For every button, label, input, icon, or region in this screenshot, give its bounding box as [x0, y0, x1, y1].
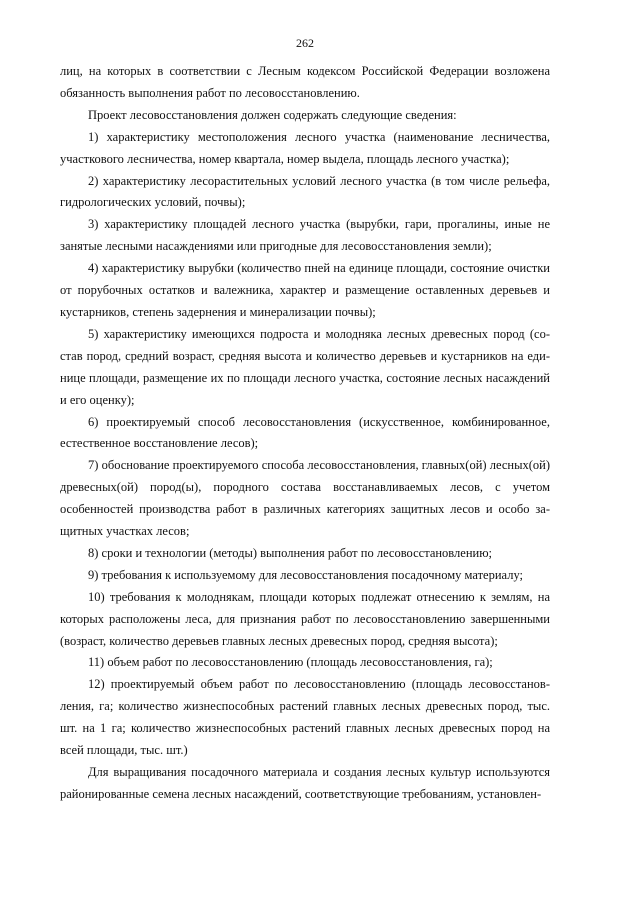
- list-item-9: 9) требования к используемому для лесовосстановления посадочному материалу;: [88, 567, 523, 582]
- list-item-12: 12) проектируемый объем работ по лесовосстановлению (площадь лесовосстановления, га; количество жизнеспособных растений главных лесных древесных пород, тыс. шт. на 1 га; количество жизнеспособных растений главных лесных древесных пород на всей площади, тыс. шт.): [60, 677, 550, 758]
- list-item-3: 3) характеристику площадей лесного участка (вырубки, гари, прогалины, иные не занятые лесными насаждениями или пригодные для лесовосстановления земли);: [60, 217, 550, 254]
- list-item-2: 2) характеристику лесорастительных условий лесного участка (в том числе рельефа, гидрологических условий, почвы);: [60, 173, 550, 210]
- page-number: 262: [296, 36, 314, 50]
- paragraph-seeds: Для выращивания посадочного материала и создания лесных культур используются районированные семена лесных насаждений, соответствующие требованиям, установлен-: [60, 765, 550, 801]
- document-page: [60, 0, 550, 905]
- document-body: [60, 61, 550, 806]
- list-item-8: 8) сроки и технологии (методы) выполнения работ по лесовосстановлению;: [88, 545, 493, 560]
- list-item-1: 1) характеристику местоположения лесного участка (наименование лесничества, участкового лесничества, номер квартала, номер выдела, площадь лесного участка);: [60, 129, 550, 166]
- paragraph-continuation: лиц, на которых в соответствии с Лесным кодексом Российской Федерации возложена обязанность выполнения работ по лесовосстановлению.: [60, 64, 550, 100]
- list-item-4: 4) характеристику вырубки (количество пней на единице площади, состояние очистки от порубочных остатков и валежника, характер и размещение оставленных деревьев и кустарников, степень задернения и минерализации почвы);: [60, 261, 550, 319]
- list-item-10: 10) требования к молоднякам, площади которых подлежат отнесению к землям, на которых расположены леса, для признания работ по лесовосстановлению завершенными (возраст, количество деревьев главных лесных древесных пород, средняя высота);: [60, 589, 550, 648]
- list-item-6: 6) проектируемый способ лесовосстановления (искусственное, комбинированное, естественное восстановление лесов);: [60, 414, 550, 451]
- paragraph-intro: Проект лесовосстановления должен содержать следующие сведения:: [88, 107, 457, 122]
- list-item-11: 11) объем работ по лесовосстановлению (площадь лесовосстановления, га);: [88, 655, 493, 670]
- list-item-5: 5) характеристику имеющихся подроста и молодняка лесных древесных пород (состав пород, средний возраст, средняя высота и количество деревьев и кустарников на единице площади, размещение их по площади лесного участка, состояние лесных насаждений и его оценку);: [60, 326, 550, 407]
- list-item-7: 7) обоснование проектируемого способа лесовосстановления, главных(ой) лесных(ой) древесных(ой) пород(ы), породного состава восстанавливаемых лесов, с учетом особенностей производства работ в различных категориях защитных лесов и особо защитных участках лесов;: [60, 458, 550, 539]
